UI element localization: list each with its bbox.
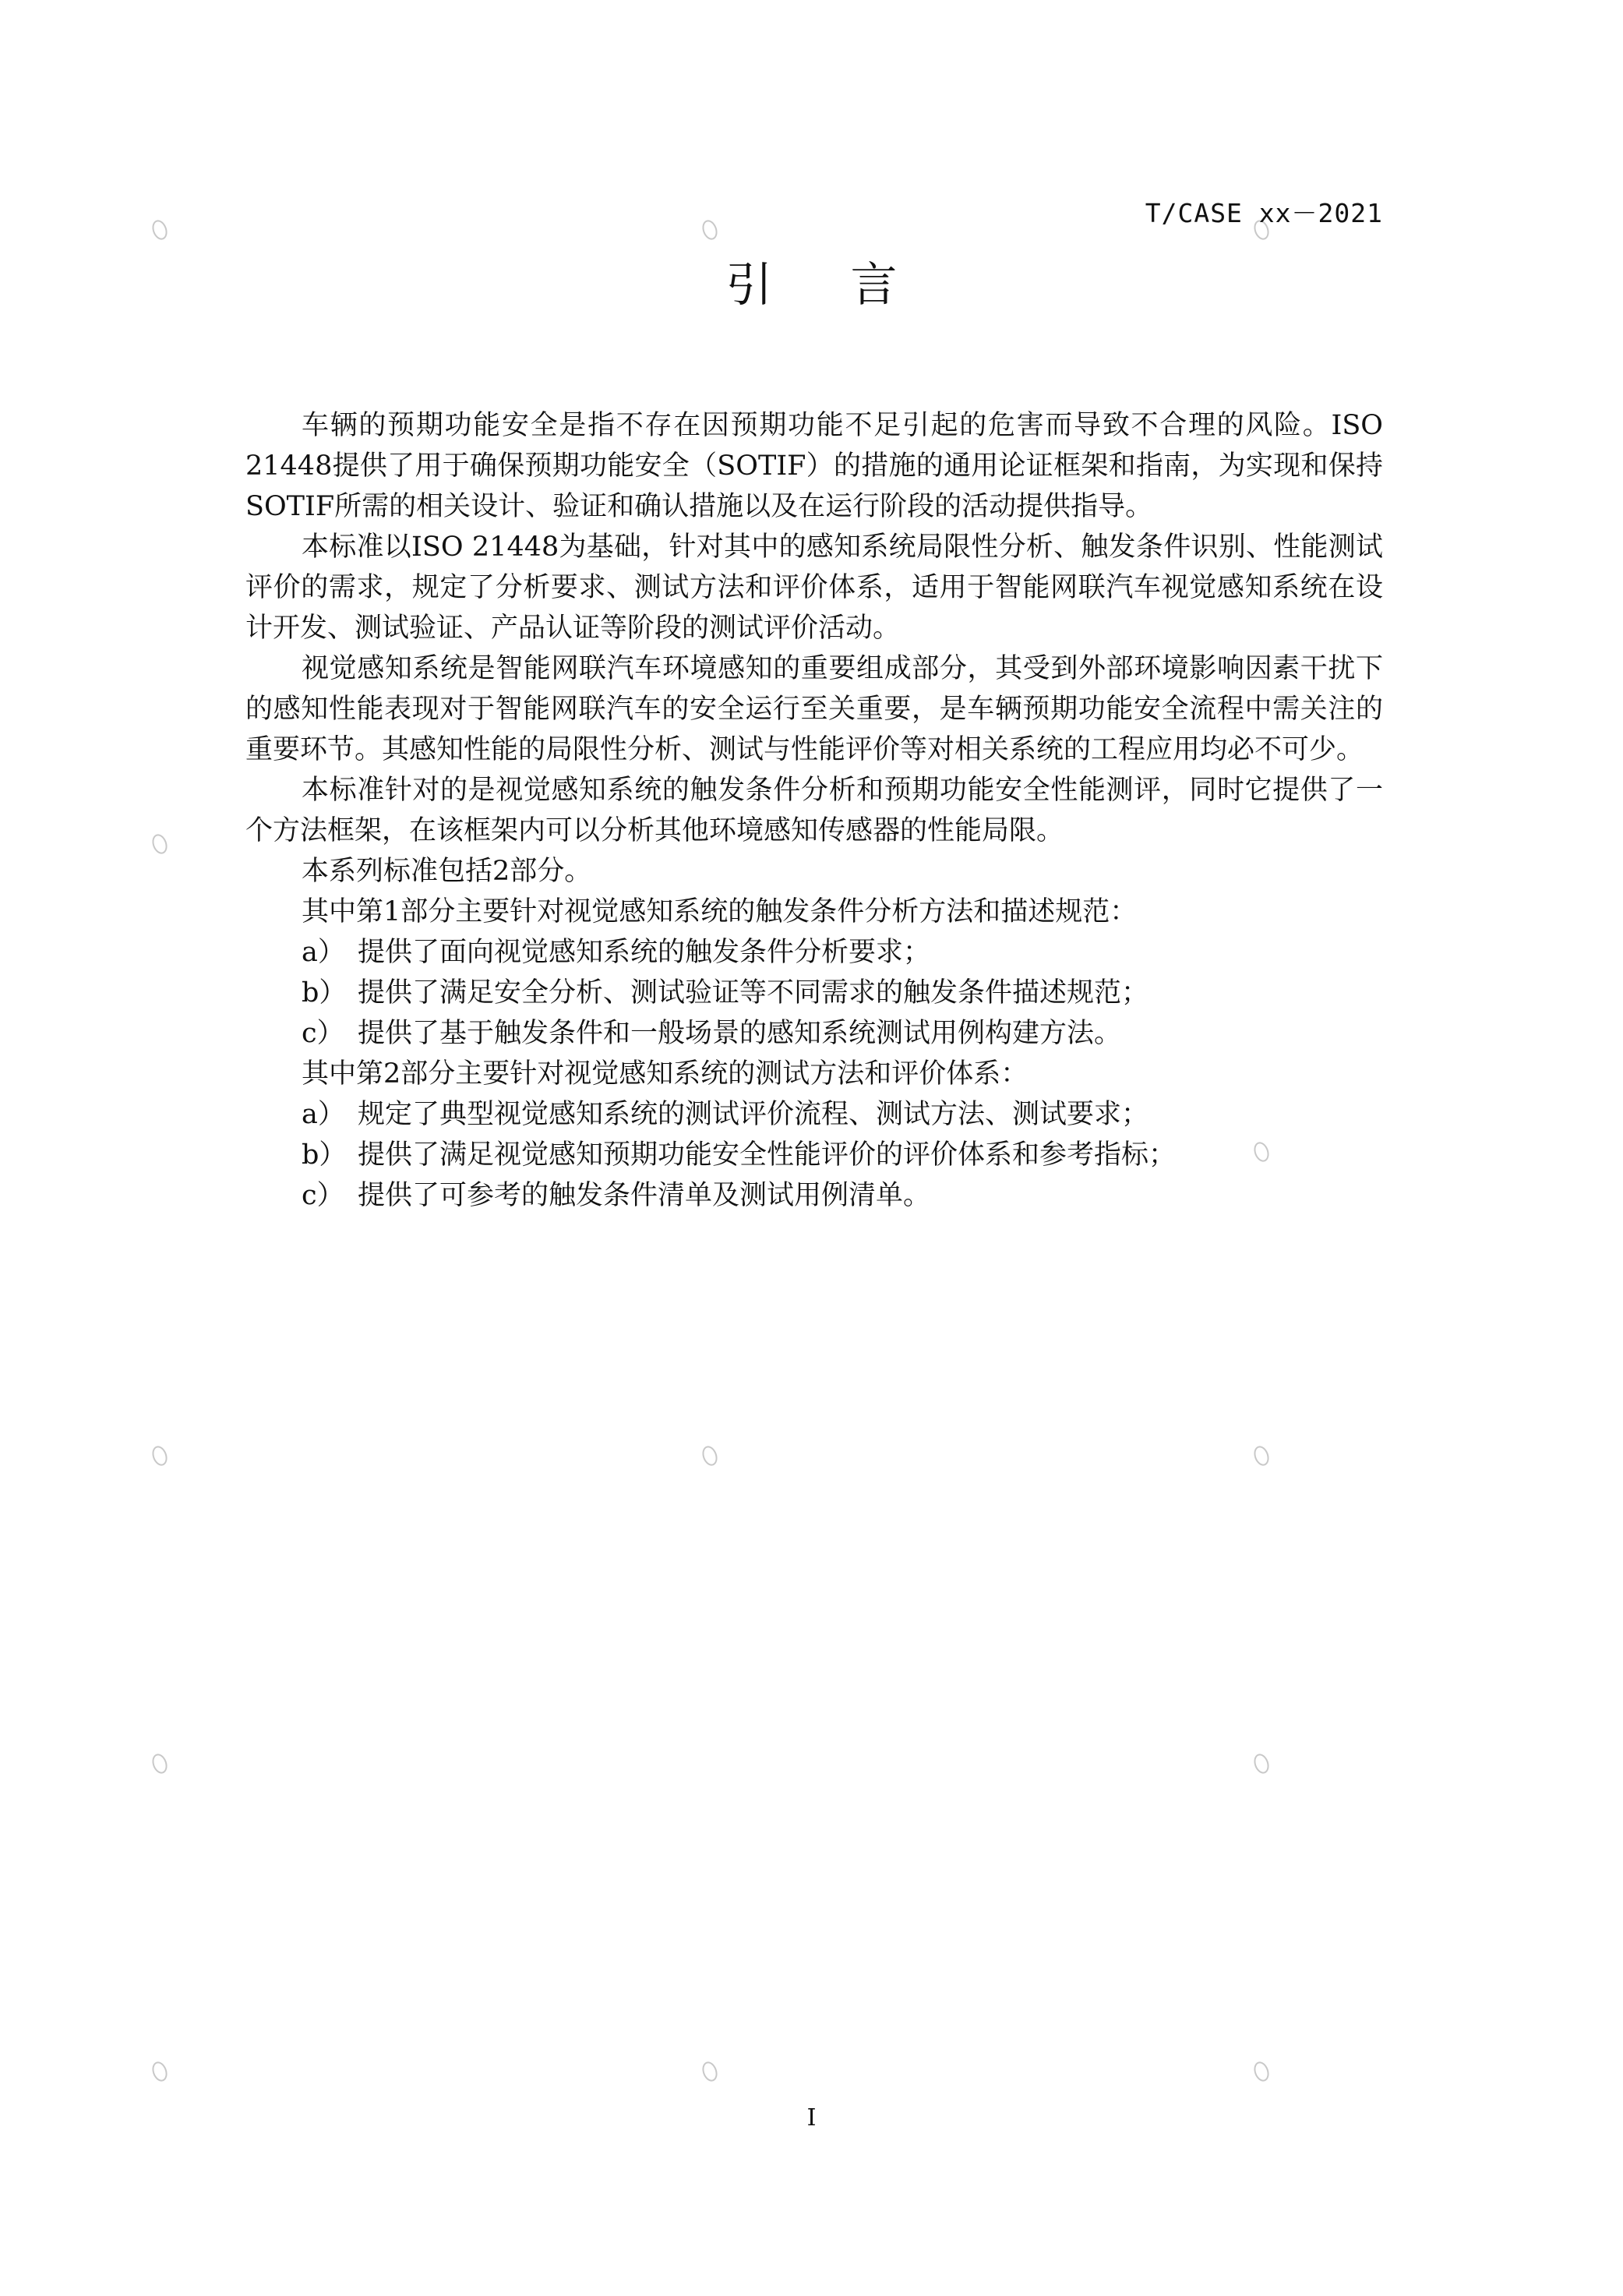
paragraph-series-parts: 本系列标准包括2部分。 [302,856,592,887]
list-item [245,1175,1383,1216]
list-item [245,1135,1383,1175]
list-item-text: 提供了基于触发条件和一般场景的感知系统测试用例构建方法。 [358,1018,1122,1049]
list-item-text: 提供了面向视觉感知系统的触发条件分析要求； [358,937,931,968]
watermark-mark [150,1752,170,1776]
list-marker: c） [302,1180,344,1211]
part1-intro: 其中第1部分主要针对视觉感知系统的触发条件分析方法和描述规范： [302,896,1138,927]
page-title: 引言 [725,258,976,313]
watermark-mark [1251,2060,1272,2084]
list-marker: b） [302,1139,347,1171]
paragraph-method-framework: 本标准针对的是视觉感知系统的触发条件分析和预期功能安全性能测评，同时它提供了一个方法框架，在该框架内可以分析其他环境感知传感器的性能局限。 [245,775,1383,846]
watermark-mark [1251,1444,1272,1468]
list-item-text: 规定了典型视觉感知系统的测试评价流程、测试方法、测试要求； [358,1099,1149,1130]
watermark-mark [700,2060,720,2084]
list-marker: a） [302,937,345,968]
introduction-body [245,405,1383,1216]
part2-intro: 其中第2部分主要针对视觉感知系统的测试方法和评价体系： [302,1058,1028,1090]
watermark-mark [150,1444,170,1468]
list-item [245,1094,1383,1135]
page-number: I [806,2104,817,2132]
paragraph-visual-perception: 视觉感知系统是智能网联汽车环境感知的重要组成部分，其受到外部环境影响因素干扰下的感知性能表现对于智能网联汽车的安全运行至关重要，是车辆预期功能安全流程中需关注的重要环节。其感知性能的局限性分析、测试与性能评价等对相关系统的工程应用均必不可少。 [245,653,1383,765]
paragraph-standard-scope: 本标准以ISO 21448为基础，针对其中的感知系统局限性分析、触发条件识别、性能测试评价的需求，规定了分析要求、测试方法和评价体系，适用于智能网联汽车视觉感知系统在设计开发、测试验证、产品认证等阶段的测试评价活动。 [245,532,1383,644]
paragraph-sotif-definition: 车辆的预期功能安全是指不存在因预期功能不足引起的危害而导致不合理的风险。ISO 21448提供了用于确保预期功能安全（SOTIF）的措施的通用论证框架和指南，为实现和保持SOTIF所需的相关设计、验证和确认措施以及在运行阶段的活动提供指导。 [245,410,1383,522]
list-item [245,932,1383,973]
watermark-mark [150,832,170,857]
list-marker: b） [302,977,347,1008]
watermark-mark [700,218,720,242]
watermark-mark [150,218,170,242]
list-item-text: 提供了可参考的触发条件清单及测试用例清单。 [358,1180,931,1211]
watermark-mark [700,1444,720,1468]
list-item-text: 提供了满足安全分析、测试验证等不同需求的触发条件描述规范； [358,977,1149,1008]
list-marker: c） [302,1018,344,1049]
list-item [245,1013,1383,1054]
watermark-mark [150,2060,170,2084]
list-item [245,973,1383,1013]
document-code: T/CASE xx－2021 [1145,198,1383,228]
list-marker: a） [302,1099,345,1130]
list-item-text: 提供了满足视觉感知预期功能安全性能评价的评价体系和参考指标； [358,1139,1177,1171]
watermark-mark [1251,1752,1272,1776]
